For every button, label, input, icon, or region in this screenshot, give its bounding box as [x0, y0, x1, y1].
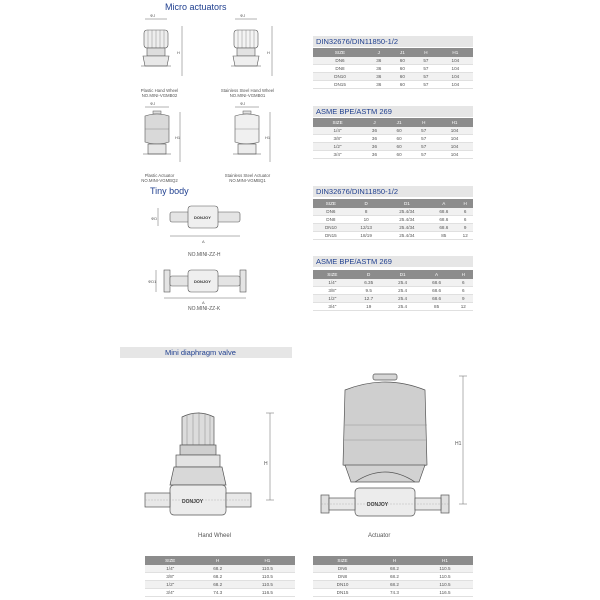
- table-cell: 25.4/34: [384, 224, 431, 232]
- dim-label-h: H: [267, 50, 270, 55]
- table-cell: 3/8": [145, 573, 196, 581]
- table-cell: 60: [391, 73, 415, 81]
- table-cell: 116.5: [417, 589, 473, 597]
- table6: [313, 556, 473, 597]
- table-cell: 57: [411, 135, 436, 143]
- table-cell: 25.4: [386, 279, 420, 287]
- table-cell: 36: [367, 81, 391, 89]
- table3-header: D: [349, 199, 384, 208]
- table-cell: 104: [438, 81, 473, 89]
- table-cell: 36: [362, 127, 387, 135]
- table-row: [313, 216, 473, 224]
- table-cell: 85: [420, 303, 454, 311]
- stainless-actuator-name: Stainless Steel Actuator: [224, 173, 271, 178]
- table-cell: 110.5: [417, 565, 473, 573]
- table-cell: 74.3: [372, 589, 417, 597]
- stainless-hand-wheel-code: NO.MINI-VGMB01: [229, 93, 266, 98]
- table-cell: 68.2: [196, 565, 240, 573]
- table-cell: 57: [414, 57, 438, 65]
- table-cell: 9: [457, 224, 473, 232]
- table-cell: DN8: [313, 216, 349, 224]
- table-cell: 1/4": [313, 279, 352, 287]
- table2-header: H: [411, 118, 436, 127]
- table-cell: 25.4/34: [384, 232, 431, 240]
- dim-label-phi-j: ΦJ: [150, 13, 156, 18]
- dim-label-phi-j1: ΦJ: [150, 101, 156, 106]
- table-cell: 110.5: [417, 573, 473, 581]
- table3-header: H: [457, 199, 473, 208]
- table-cell: 57: [414, 81, 438, 89]
- tiny-body-k-drawing: [150, 264, 260, 304]
- dim-label-phi-d: ΦD: [151, 216, 158, 221]
- table-cell: 25.4: [386, 287, 420, 295]
- table-cell: 60: [387, 143, 412, 151]
- plastic-hand-wheel-code: NO.MINI-VGMB02: [141, 93, 178, 98]
- table-cell: 25.4/34: [384, 208, 431, 216]
- stainless-actuator-drawing: [225, 101, 275, 174]
- table-cell: 36: [367, 73, 391, 81]
- table-cell: DN15: [313, 232, 349, 240]
- table-cell: 60: [391, 57, 415, 65]
- table-cell: 57: [411, 151, 436, 159]
- table4: [313, 270, 473, 311]
- table-row: [313, 565, 473, 573]
- table5-header: SIZE: [145, 556, 196, 565]
- table-cell: 60: [387, 135, 412, 143]
- table-cell: 12: [457, 232, 473, 240]
- table-cell: 6: [454, 279, 473, 287]
- table-row: [145, 573, 295, 581]
- table-cell: DN15: [313, 81, 367, 89]
- table-cell: 1/2": [145, 581, 196, 589]
- table-cell: 3/4": [145, 589, 196, 597]
- table-cell: 10: [349, 216, 384, 224]
- table-row: [313, 589, 473, 597]
- table1: [313, 48, 473, 89]
- table-cell: 19: [352, 303, 386, 311]
- table-row: [313, 279, 473, 287]
- table-cell: 57: [414, 65, 438, 73]
- table1-header: H1: [438, 48, 473, 57]
- table-row: [313, 287, 473, 295]
- table-cell: 1/4": [313, 127, 362, 135]
- table-cell: DN8: [313, 65, 367, 73]
- table-cell: DN6: [313, 565, 372, 573]
- table-cell: 110.5: [240, 573, 295, 581]
- hand-wheel-caption: Hand Wheel: [198, 533, 232, 539]
- table-cell: 60: [387, 151, 412, 159]
- table1-header: J1: [391, 48, 415, 57]
- table-cell: 68.6: [420, 287, 454, 295]
- table-row: [313, 224, 473, 232]
- table-cell: 1/2": [313, 295, 352, 303]
- table4-title: ASME BPE/ASTM 269: [313, 256, 473, 267]
- tiny-body-h-drawing: [150, 198, 260, 248]
- table4-header: D: [352, 270, 386, 279]
- table1-header: SIZE: [313, 48, 367, 57]
- table-cell: DN15: [313, 589, 372, 597]
- table3-header: SIZE: [313, 199, 349, 208]
- brand-logo: DONJOY: [367, 502, 389, 508]
- table-cell: 68.2: [196, 581, 240, 589]
- table-cell: 60: [391, 65, 415, 73]
- dim-label-h: H: [264, 461, 268, 467]
- table5-header: H: [196, 556, 240, 565]
- table-cell: 57: [411, 127, 436, 135]
- table1-header: H: [414, 48, 438, 57]
- table-cell: 116.5: [240, 589, 295, 597]
- stainless-hand-wheel-name: Stainless Steel Hand Wheel: [220, 88, 275, 93]
- table-cell: 1/2": [313, 143, 362, 151]
- stainless-hand-wheel-drawing: [225, 14, 275, 89]
- table2-header: H1: [436, 118, 473, 127]
- plastic-actuator-code: NO.MINI-VGMBQ2: [141, 178, 178, 183]
- dim-label-h1: H1: [265, 135, 271, 140]
- plastic-hand-wheel-drawing: [135, 14, 185, 89]
- table-cell: 18/19: [349, 232, 384, 240]
- table-cell: 68.2: [372, 573, 417, 581]
- table-cell: 36: [362, 135, 387, 143]
- table3: [313, 199, 473, 240]
- table4-header: A: [420, 270, 454, 279]
- table-cell: 36: [362, 143, 387, 151]
- table-cell: 60: [391, 81, 415, 89]
- table-cell: 68.6: [420, 279, 454, 287]
- table-cell: 3/8": [313, 287, 352, 295]
- table-row: [313, 73, 473, 81]
- table-cell: 12/13: [349, 224, 384, 232]
- table-cell: 74.3: [196, 589, 240, 597]
- table-cell: 9.5: [352, 287, 386, 295]
- table-cell: 104: [436, 143, 473, 151]
- table5: [145, 556, 295, 597]
- table-cell: 57: [414, 73, 438, 81]
- table-cell: 68.2: [372, 565, 417, 573]
- hand-wheel-valve-drawing: [140, 405, 290, 535]
- brand-logo: DONJOY: [182, 499, 204, 505]
- plastic-actuator-name: Plastic Actuator: [144, 173, 175, 178]
- table-cell: DN6: [313, 57, 367, 65]
- dim-label-phi-j: ΦJ: [240, 13, 246, 18]
- table1-header: J: [367, 48, 391, 57]
- table-row: [313, 303, 473, 311]
- table-cell: DN10: [313, 581, 372, 589]
- table-cell: 57: [411, 143, 436, 151]
- table-cell: 25.4/34: [384, 216, 431, 224]
- table-row: [313, 135, 473, 143]
- dim-label-a: A: [202, 300, 205, 305]
- table4-header: D1: [386, 270, 420, 279]
- table-cell: DN10: [313, 224, 349, 232]
- table-row: [313, 208, 473, 216]
- table-cell: 3/8": [313, 135, 362, 143]
- table-cell: 6: [457, 208, 473, 216]
- table-cell: 3/4": [313, 303, 352, 311]
- table2-header: SIZE: [313, 118, 362, 127]
- table1-title: DIN32676/DIN11850-1/2: [313, 36, 473, 47]
- section-title-tiny-body: Tiny body: [150, 186, 189, 196]
- table-cell: 60: [387, 127, 412, 135]
- table-cell: 25.4: [386, 303, 420, 311]
- table-cell: 110.5: [240, 581, 295, 589]
- table-cell: 104: [436, 127, 473, 135]
- section-title-micro-actuators: Micro actuators: [165, 2, 227, 12]
- dim-label-h1: H1: [455, 441, 462, 447]
- table6-header: H1: [417, 556, 473, 565]
- table-row: [145, 565, 295, 573]
- table-cell: 36: [367, 65, 391, 73]
- table-row: [313, 81, 473, 89]
- table-row: [313, 581, 473, 589]
- table-cell: 1/4": [145, 565, 196, 573]
- table-cell: DN6: [313, 208, 349, 216]
- table-cell: 6: [454, 287, 473, 295]
- brand-logo: DONJOY: [194, 279, 211, 284]
- table-row: [313, 143, 473, 151]
- table-cell: 104: [438, 65, 473, 73]
- brand-logo: DONJOY: [194, 215, 211, 220]
- table4-header: SIZE: [313, 270, 352, 279]
- table5-header: H1: [240, 556, 295, 565]
- table-cell: 110.5: [417, 581, 473, 589]
- table3-header: D1: [384, 199, 431, 208]
- dim-label-a: A: [202, 239, 205, 244]
- table-cell: DN10: [313, 73, 367, 81]
- table4-header: H: [454, 270, 473, 279]
- table-cell: 68.2: [372, 581, 417, 589]
- table-cell: 36: [362, 151, 387, 159]
- plastic-hand-wheel-name: Plastic Hand Wheel: [140, 88, 179, 93]
- table-row: [313, 65, 473, 73]
- table-row: [313, 151, 473, 159]
- table2-header: J: [362, 118, 387, 127]
- table6-header: SIZE: [313, 556, 372, 565]
- dim-label-h: H: [177, 50, 180, 55]
- tiny-body-k-code: NO.MINI-ZZ-K: [188, 306, 221, 312]
- table-cell: 68.2: [196, 573, 240, 581]
- table-cell: 36: [367, 57, 391, 65]
- table-row: [313, 573, 473, 581]
- table-cell: 68.6: [430, 208, 457, 216]
- table-cell: 3/4": [313, 151, 362, 159]
- table-cell: 104: [438, 57, 473, 65]
- table-cell: 104: [436, 135, 473, 143]
- table-row: [313, 127, 473, 135]
- table-row: [313, 57, 473, 65]
- table-row: [313, 232, 473, 240]
- table2-header: J1: [387, 118, 412, 127]
- table2: [313, 118, 473, 159]
- plastic-actuator-drawing: [135, 101, 185, 174]
- table3-header: A: [430, 199, 457, 208]
- section-title-mini-diaphragm-valve: Mini diaphragm valve: [120, 347, 292, 358]
- table-cell: 9: [454, 295, 473, 303]
- table-cell: 68.6: [420, 295, 454, 303]
- table3-title: DIN32676/DIN11850-1/2: [313, 186, 473, 197]
- actuator-valve-drawing: [315, 370, 475, 535]
- table-row: [145, 581, 295, 589]
- table-cell: 25.4: [386, 295, 420, 303]
- table-cell: 104: [438, 73, 473, 81]
- table-cell: 6: [457, 216, 473, 224]
- dim-label-h1: H1: [175, 135, 181, 140]
- stainless-actuator-code: NO.MINI-VGMBQ1: [229, 178, 266, 183]
- table-cell: 68.6: [430, 224, 457, 232]
- table2-title: ASME BPE/ASTM 269: [313, 106, 473, 117]
- table-cell: 110.5: [240, 565, 295, 573]
- tiny-body-h-code: NO.MINI-ZZ-H: [188, 252, 221, 258]
- dim-label-phi-d1: ΦD1: [148, 279, 157, 284]
- dim-label-phi-j1: ΦJ: [240, 101, 246, 106]
- table-cell: 85: [430, 232, 457, 240]
- table-cell: 68.6: [430, 216, 457, 224]
- table-cell: 12: [454, 303, 473, 311]
- table-cell: 6.35: [352, 279, 386, 287]
- table-cell: 12.7: [352, 295, 386, 303]
- table-cell: 104: [436, 151, 473, 159]
- table6-header: H: [372, 556, 417, 565]
- actuator-caption: Actuator: [368, 533, 391, 539]
- table-cell: 8: [349, 208, 384, 216]
- table-row: [145, 589, 295, 597]
- table-row: [313, 295, 473, 303]
- table-cell: DN8: [313, 573, 372, 581]
